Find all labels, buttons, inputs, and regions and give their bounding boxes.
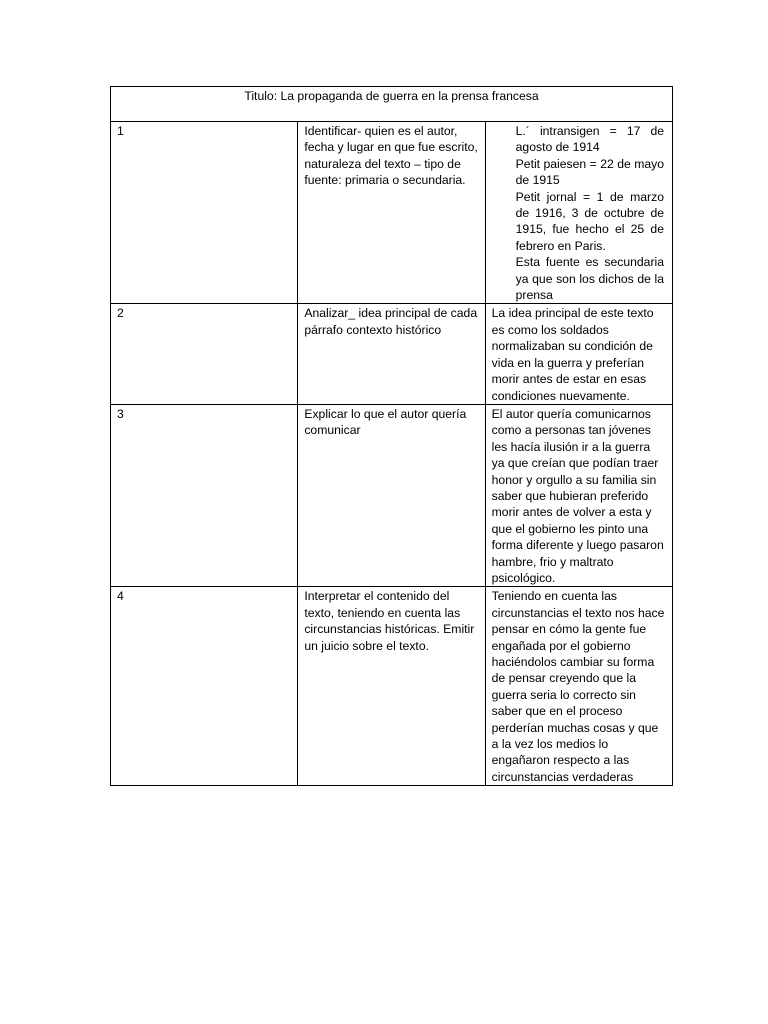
answer-text: La idea principal de este texto es como los soldados normalizaban su condición de vida en la guerra y preferían morir antes de estar en esas condiciones nuevamente. [485,304,672,404]
task-description: Identificar- quien es el autor, fecha y lugar en que fue escrito, naturaleza del texto – tipo de fuente: primaria o secundaria. [298,122,485,304]
task-description: Explicar lo que el autor quería comunicar [298,404,485,586]
analysis-table [110,86,673,786]
row-number: 3 [111,404,298,586]
source-item: Petit paiesen = 22 de mayo de 1915 [515,156,664,188]
answer-text: Teniendo en cuenta las circunstancias el texto nos hace pensar en cómo la gente fue engañada por el gobierno haciéndolos cambiar su forma de pensar creyendo que la guerra seria lo correcto sin saber que en el proceso perderían muchas cosas y que a la vez los medios lo engañaron respecto a las circunstancias verdaderas [485,587,672,786]
task-description: Interpretar el contenido del texto, teniendo en cuenta las circunstancias históricas. Emitir un juicio sobre el texto. [298,587,485,786]
answer-cell [485,122,672,304]
source-item: Petit jornal = 1 de marzo de 1916, 3 de octubre de 1915, fue hecho el 25 de febrero en Paris. [515,189,664,253]
source-item: Esta fuente es secundaria ya que son los dichos de la prensa [515,255,664,303]
row-number: 2 [111,304,298,404]
source-item: L.´ intransigen = 17 de agosto de 1914 [515,124,664,155]
answer-text: El autor quería comunicarnos como a personas tan jóvenes les hacía ilusión ir a la guerra ya que creían que podían traer honor y orgullo a su familia sin saber que hubieran preferido morir antes de volver a esta y que el gobierno les pinto una forma diferente y luego pasaron hambre, frio y maltrato psicológico. [485,404,672,586]
table-row [111,122,673,304]
table-title: Titulo: La propaganda de guerra en la prensa francesa [111,87,673,122]
table-row [111,404,673,586]
table-row [111,587,673,786]
title-row [111,87,673,122]
source-list [492,123,666,303]
row-number: 1 [111,122,298,304]
table-row [111,304,673,404]
task-description: Analizar_ idea principal de cada párrafo contexto histórico [298,304,485,404]
row-number: 4 [111,587,298,786]
